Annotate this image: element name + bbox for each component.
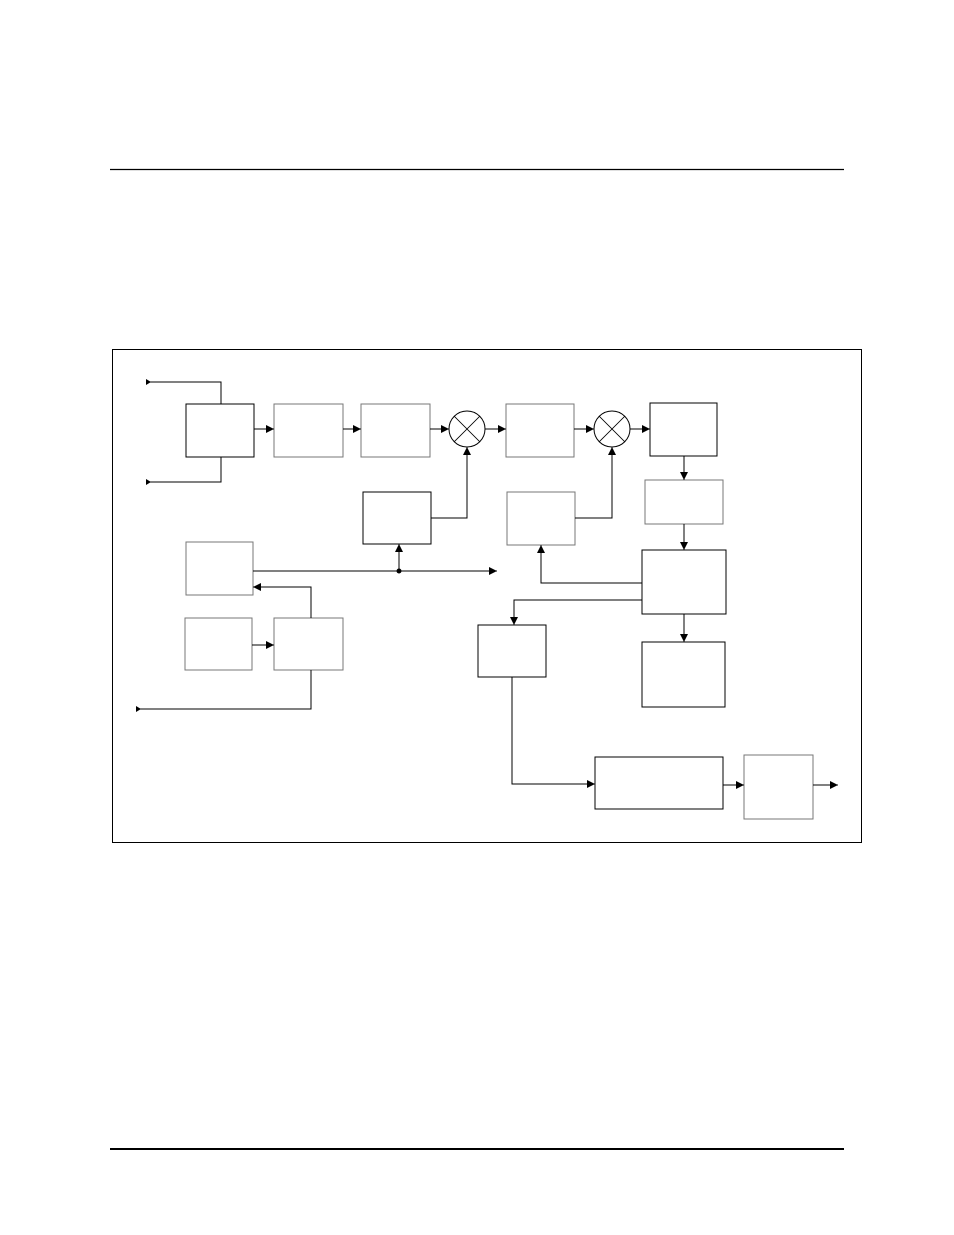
control-block xyxy=(274,618,343,670)
mixer-1-icon xyxy=(449,411,485,447)
input-top-arrow-icon xyxy=(146,379,151,385)
input-line-top xyxy=(148,382,221,404)
stage-6-block xyxy=(645,480,723,524)
bus-junction-dot xyxy=(397,569,402,574)
output-block-a xyxy=(642,642,725,707)
reference-block xyxy=(186,542,253,595)
stage-2-block xyxy=(274,404,343,457)
stage-3-block xyxy=(361,404,430,457)
final-block xyxy=(744,755,813,819)
source-block xyxy=(185,618,252,670)
control-input-arrow-icon xyxy=(136,706,141,712)
oscillator-2-block xyxy=(507,492,575,545)
link-control-reference xyxy=(253,587,311,618)
wide-block xyxy=(595,757,723,809)
link-osc2-mixer2 xyxy=(575,447,612,518)
oscillator-1-block xyxy=(363,492,431,544)
link-processor-osc2 xyxy=(541,545,642,583)
input-bottom-arrow-icon xyxy=(146,479,151,485)
link-osc1-mixer1 xyxy=(431,447,467,518)
stage-5-block xyxy=(650,403,717,456)
input-line-bottom xyxy=(148,457,221,482)
stage-4-block xyxy=(506,404,574,457)
mixer-2-icon xyxy=(594,411,630,447)
processor-block xyxy=(642,550,726,614)
link-processor-branch xyxy=(514,600,642,625)
input-combiner-block xyxy=(186,404,254,457)
branch-block xyxy=(478,625,546,677)
link-branch-wide xyxy=(512,677,595,784)
control-input-line xyxy=(138,670,311,709)
